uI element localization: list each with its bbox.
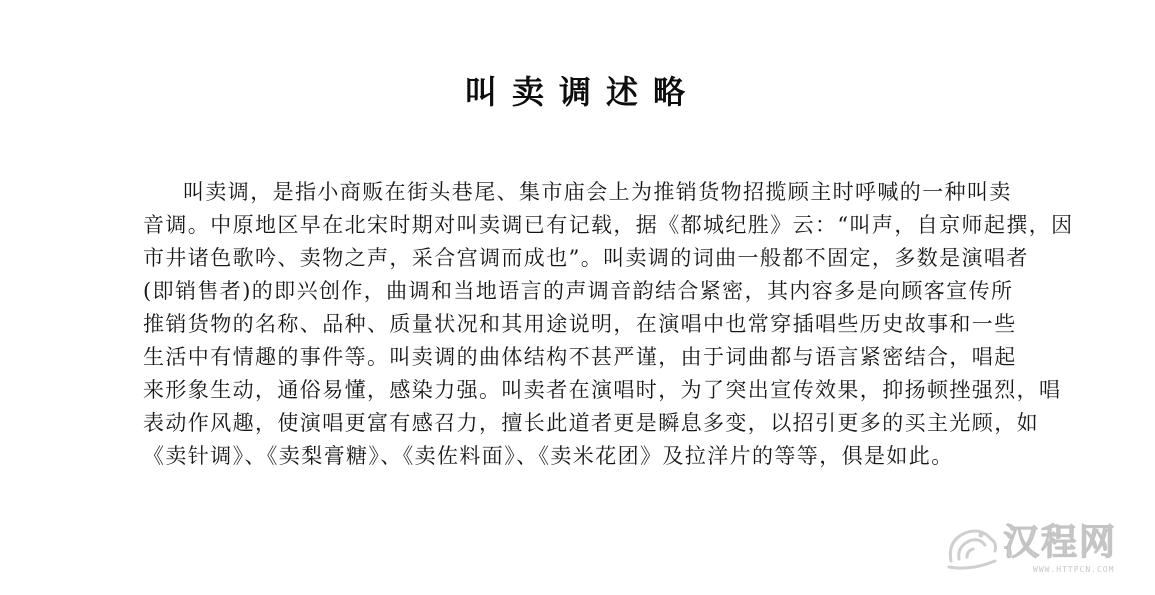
dragon-logo-icon bbox=[941, 521, 1003, 573]
text-line-3: 市井诸色歌吟、卖物之声，采合宫调而成也”。叫卖调的词曲一般都不固定，多数是演唱者 bbox=[143, 246, 1029, 270]
text-line-8: 表动作风趣，使演唱更富有感召力，擅长此道者更是瞬息多变，以招引更多的买主光顾，如 bbox=[143, 411, 1039, 435]
page-title: 叫卖调述略 bbox=[464, 73, 700, 111]
text-line-1: 叫卖调，是指小商贩在街头巷尾、集市庙会上为推销货物招揽顾主时呼喊的一种叫卖 bbox=[183, 180, 1012, 204]
text-line-6: 生活中有情趣的事件等。叫卖调的曲体结构不甚严谨，由于词曲都与语言紧密结合，唱起 bbox=[143, 345, 1017, 369]
text-line-9: 《卖针调》、《卖梨膏糖》、《卖佐料面》、《卖米花团》及拉洋片的等等，俱是如此。 bbox=[143, 444, 954, 468]
watermark-text: 汉程网 bbox=[1003, 522, 1118, 563]
text-line-4: (即销售者)的即兴创作，曲调和当地语言的声调音韵结合紧密，其内容多是向顾客宣传所 bbox=[143, 279, 1014, 303]
text-line-2: 音调。中原地区早在北宋时期对叫卖调已有记载，据《都城纪胜》云：“叫声，自京师起撰，因 bbox=[143, 213, 1074, 237]
body-paragraph bbox=[143, 176, 1074, 473]
watermark bbox=[941, 517, 1131, 581]
text-line-7: 来形象生动，通俗易懂，感染力强。叫卖者在演唱时，为了突出宣传效果，抑扬顿挫强烈，唱 bbox=[143, 378, 1062, 402]
text-line-5: 推销货物的名称、品种、质量状况和其用途说明，在演唱中也常穿插唱些历史故事和一些 bbox=[143, 312, 1017, 336]
watermark-url: WWW.HTTPCN.COM bbox=[1033, 565, 1115, 574]
